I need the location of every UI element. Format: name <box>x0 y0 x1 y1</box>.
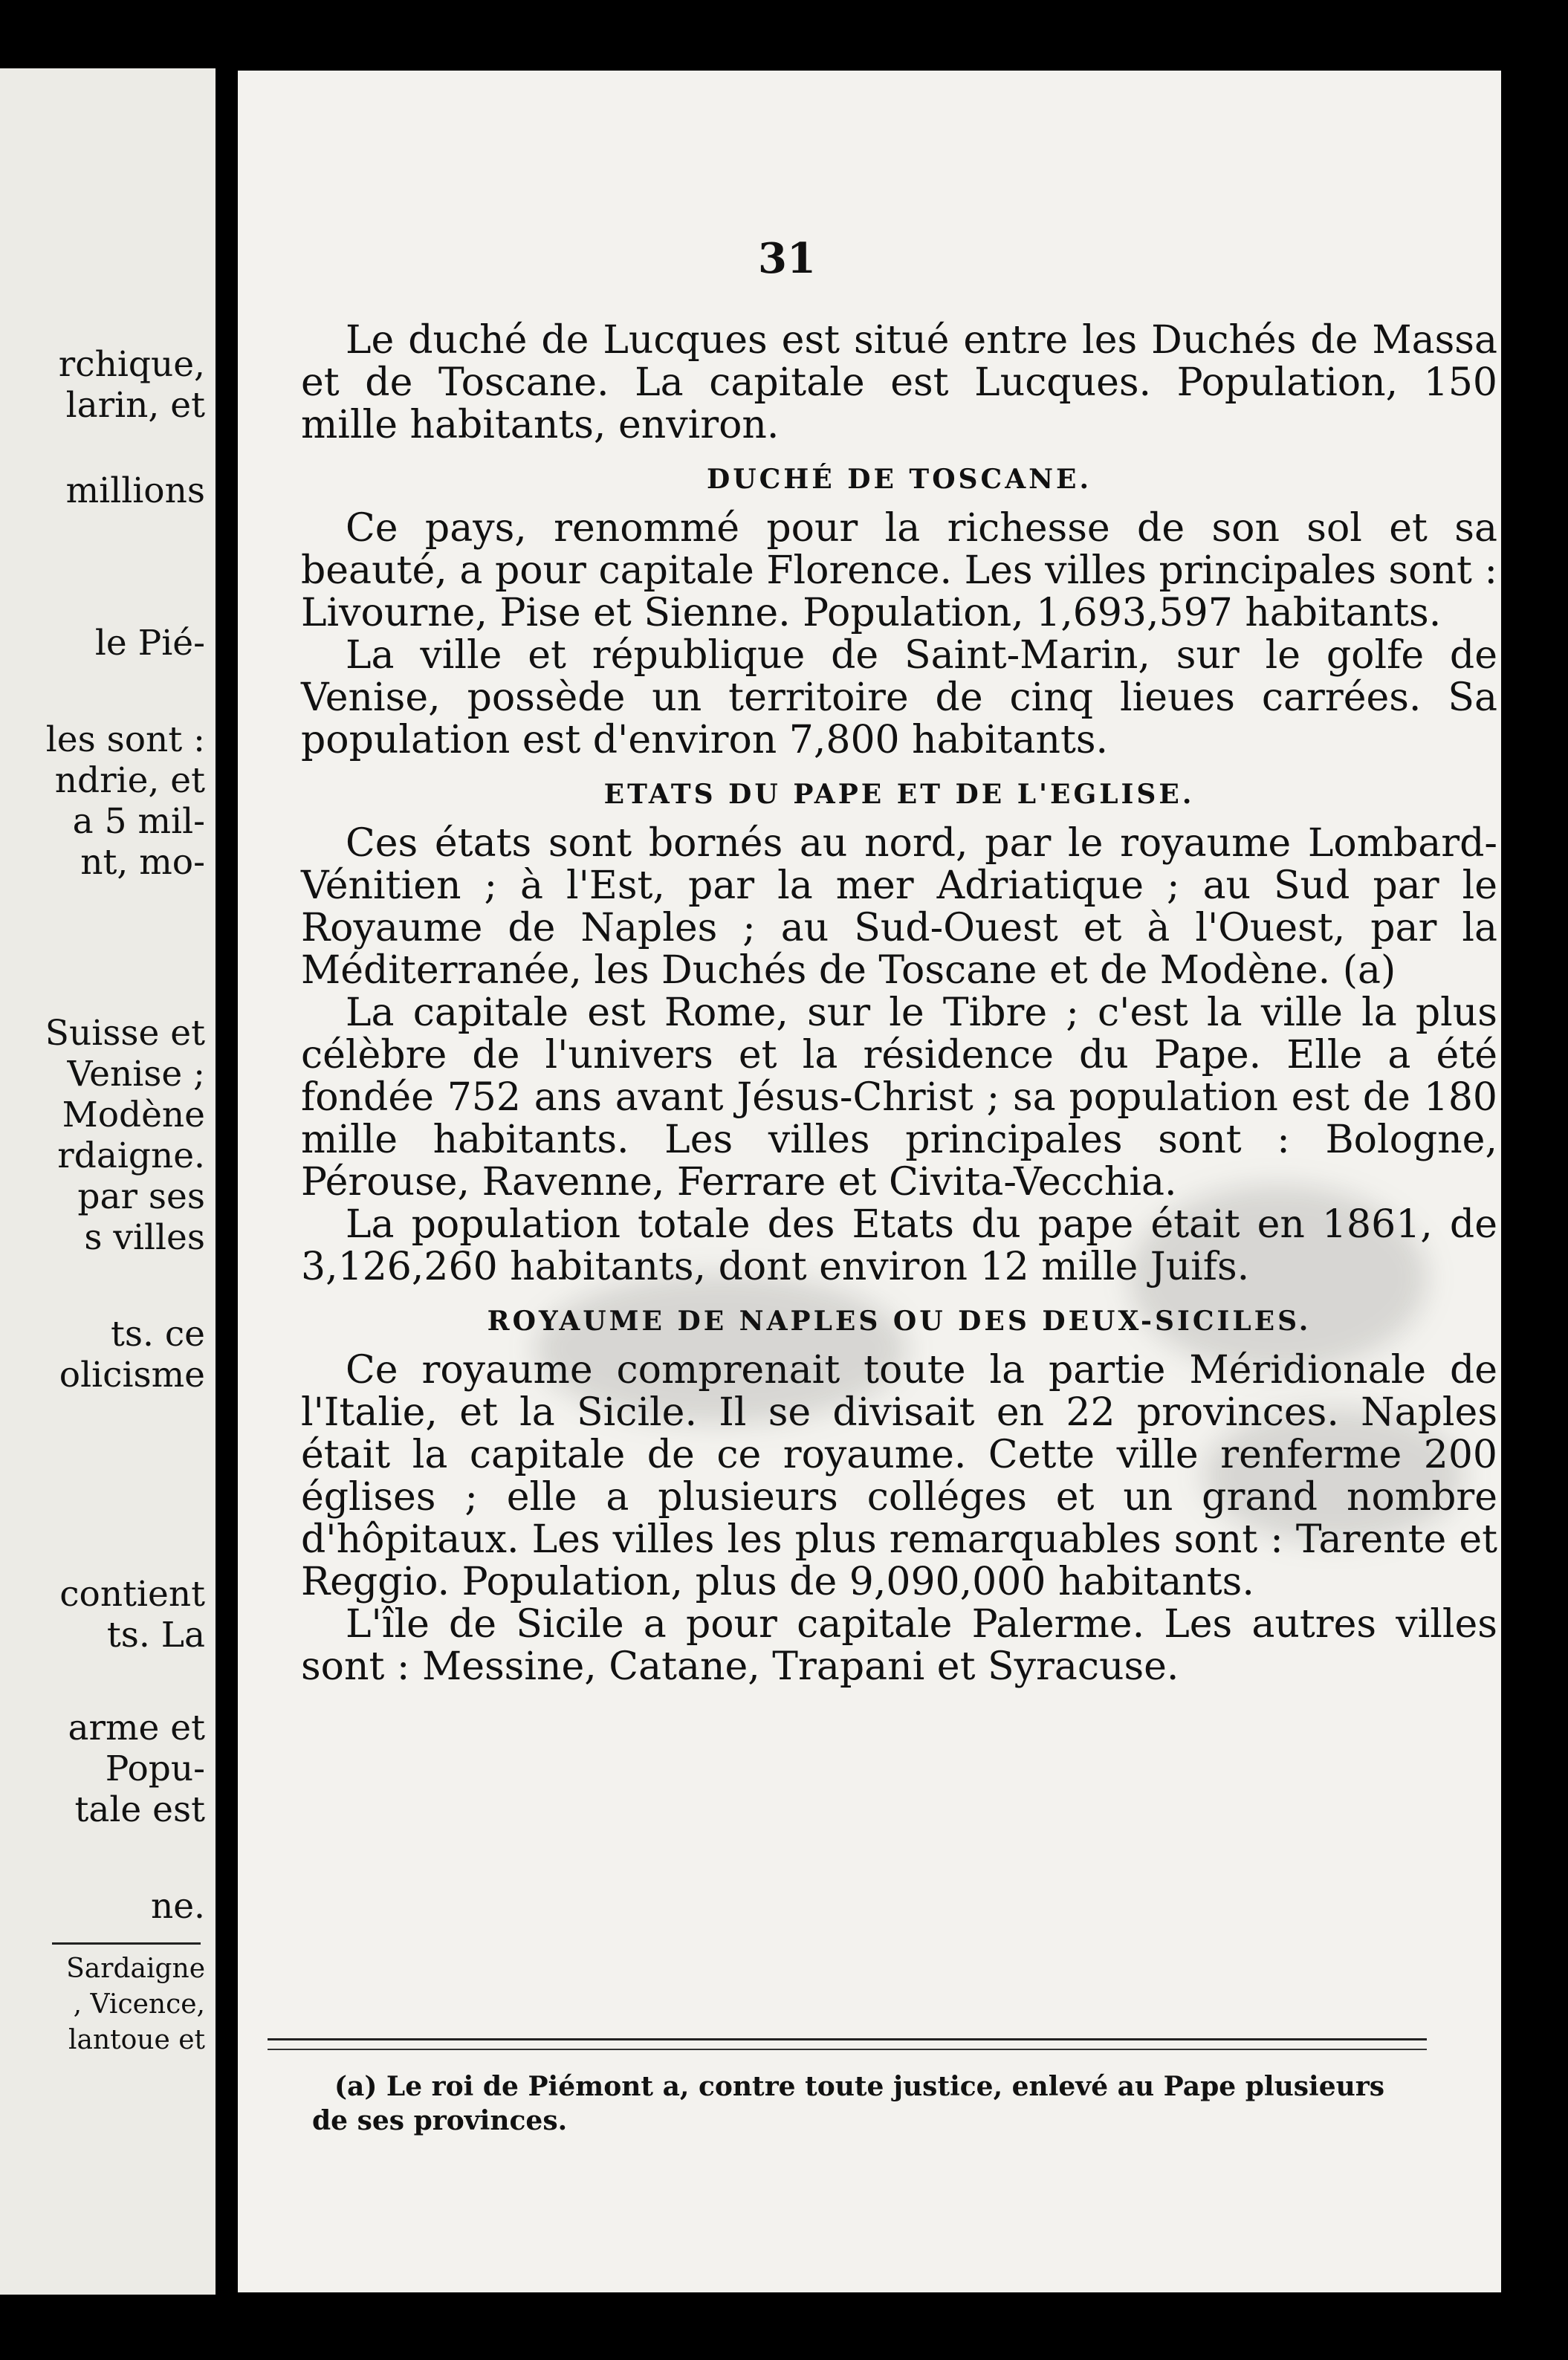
paragraph-naples-2: L'île de Sicile a pour capitale Palerme. Les autres villes sont : Messine, Catane, Trapani et Syracuse. <box>301 1602 1497 1689</box>
paragraph-naples-1: Ce royaume comprenait toute la partie Méridionale de l'Italie, et la Sicile. Il se divisait en 22 provinces. Naples était la capitale de ce royaume. Cette ville renferme 200 églises ; elle a plusieurs colléges et un grand nombre d'hôpitaux. Les villes les plus remarquables sont : Tarente et Reggio. Population, plus de 9,090,000 habitants. <box>301 1348 1497 1604</box>
left-fragment: Sardaigne <box>66 1954 205 1984</box>
left-fragment: s villes <box>84 1217 205 1258</box>
left-fragment: olicisme <box>59 1355 205 1395</box>
paragraph-pape-1: Ces états sont bornés au nord, par le royaume Lombard-Vénitien ; à l'Est, par la mer Adriatique ; au Sud par le Royaume de Naples ; au Sud-Ouest et à l'Ouest, par la Méditerranée, les Duchés de Toscane et de Modène. (a) <box>301 821 1497 993</box>
left-fragment: tale est <box>74 1789 205 1830</box>
section-title-naples: ROYAUME DE NAPLES OU DES DEUX-SICILES. <box>487 1306 1312 1337</box>
paragraph-saint-marin: La ville et république de Saint-Marin, sur le golfe de Venise, possède un territoire de cinq lieues carrées. Sa population est d'environ 7,800 habitants. <box>301 633 1497 762</box>
paragraph-pape-3: La population totale des Etats du pape était en 1861, de 3,126,260 habitants, dont environ 12 mille Juifs. <box>301 1202 1497 1289</box>
left-fragment: larin, et <box>65 385 205 426</box>
left-fragment: ts. ce <box>110 1314 205 1355</box>
left-fragment: Venise ; <box>67 1054 205 1095</box>
left-fragment: contient <box>59 1574 205 1615</box>
left-fragment: ne. <box>150 1886 205 1927</box>
left-fragment: par ses <box>77 1176 205 1217</box>
page-number: 31 <box>758 234 816 283</box>
paragraph-toscane: Ce pays, renommé pour la richesse de son sol et sa beauté, a pour capitale Florence. Les villes principales sont : Livourne, Pise et Sienne. Population, 1,693,597 habitants. <box>301 506 1497 635</box>
page-body <box>301 320 1497 1688</box>
paragraph-lucques: Le duché de Lucques est situé entre les Duchés de Massa et de Toscane. La capitale est Lucques. Population, 150 mille habitants, environ. <box>301 318 1497 447</box>
left-fragment: , Vicence, <box>73 1989 205 2020</box>
left-fragment: a 5 mil- <box>72 801 205 842</box>
binding-gutter <box>216 0 238 2360</box>
left-fragment: le Pié- <box>94 623 205 664</box>
left-fragment: les sont : <box>45 719 205 760</box>
left-fragment: Modène <box>62 1095 205 1135</box>
section-title-pape: ETATS DU PAPE ET DE L'EGLISE. <box>603 779 1195 810</box>
footnote: (a) Le roi de Piémont a, contre toute justice, enlevé au Pape plusieurs de ses provinces. <box>312 2071 1384 2136</box>
left-fragment: millions <box>65 470 205 511</box>
left-fragment: rchique, <box>58 344 205 385</box>
footnote-rule-secondary <box>268 2049 1427 2050</box>
page <box>238 71 1501 2292</box>
section-title-toscane: DUCHÉ DE TOSCANE. <box>706 464 1092 495</box>
paragraph-pape-2: La capitale est Rome, sur le Tibre ; c'est la ville la plus célèbre de l'univers et la résidence du Pape. Elle a été fondée 752 ans avant Jésus-Christ ; sa population est de 180 mille habitants. Les villes principales sont : Bologne, Pérouse, Ravenne, Ferrare et Civita-Vecchia. <box>301 991 1497 1205</box>
footnote-rule <box>268 2038 1427 2040</box>
left-fragment: rdaigne. <box>57 1135 205 1176</box>
left-fragment: Popu- <box>105 1748 205 1789</box>
left-footnote-rule <box>52 1942 201 1945</box>
left-fragment: Suisse et <box>45 1013 205 1054</box>
left-fragment: arme et <box>68 1708 205 1748</box>
left-fragment: ts. La <box>106 1615 205 1656</box>
left-fragment: lantoue et <box>68 2025 205 2055</box>
left-fragment: ndrie, et <box>54 760 205 801</box>
left-fragment: nt, mo- <box>80 842 205 883</box>
left-facing-page <box>0 68 216 2295</box>
